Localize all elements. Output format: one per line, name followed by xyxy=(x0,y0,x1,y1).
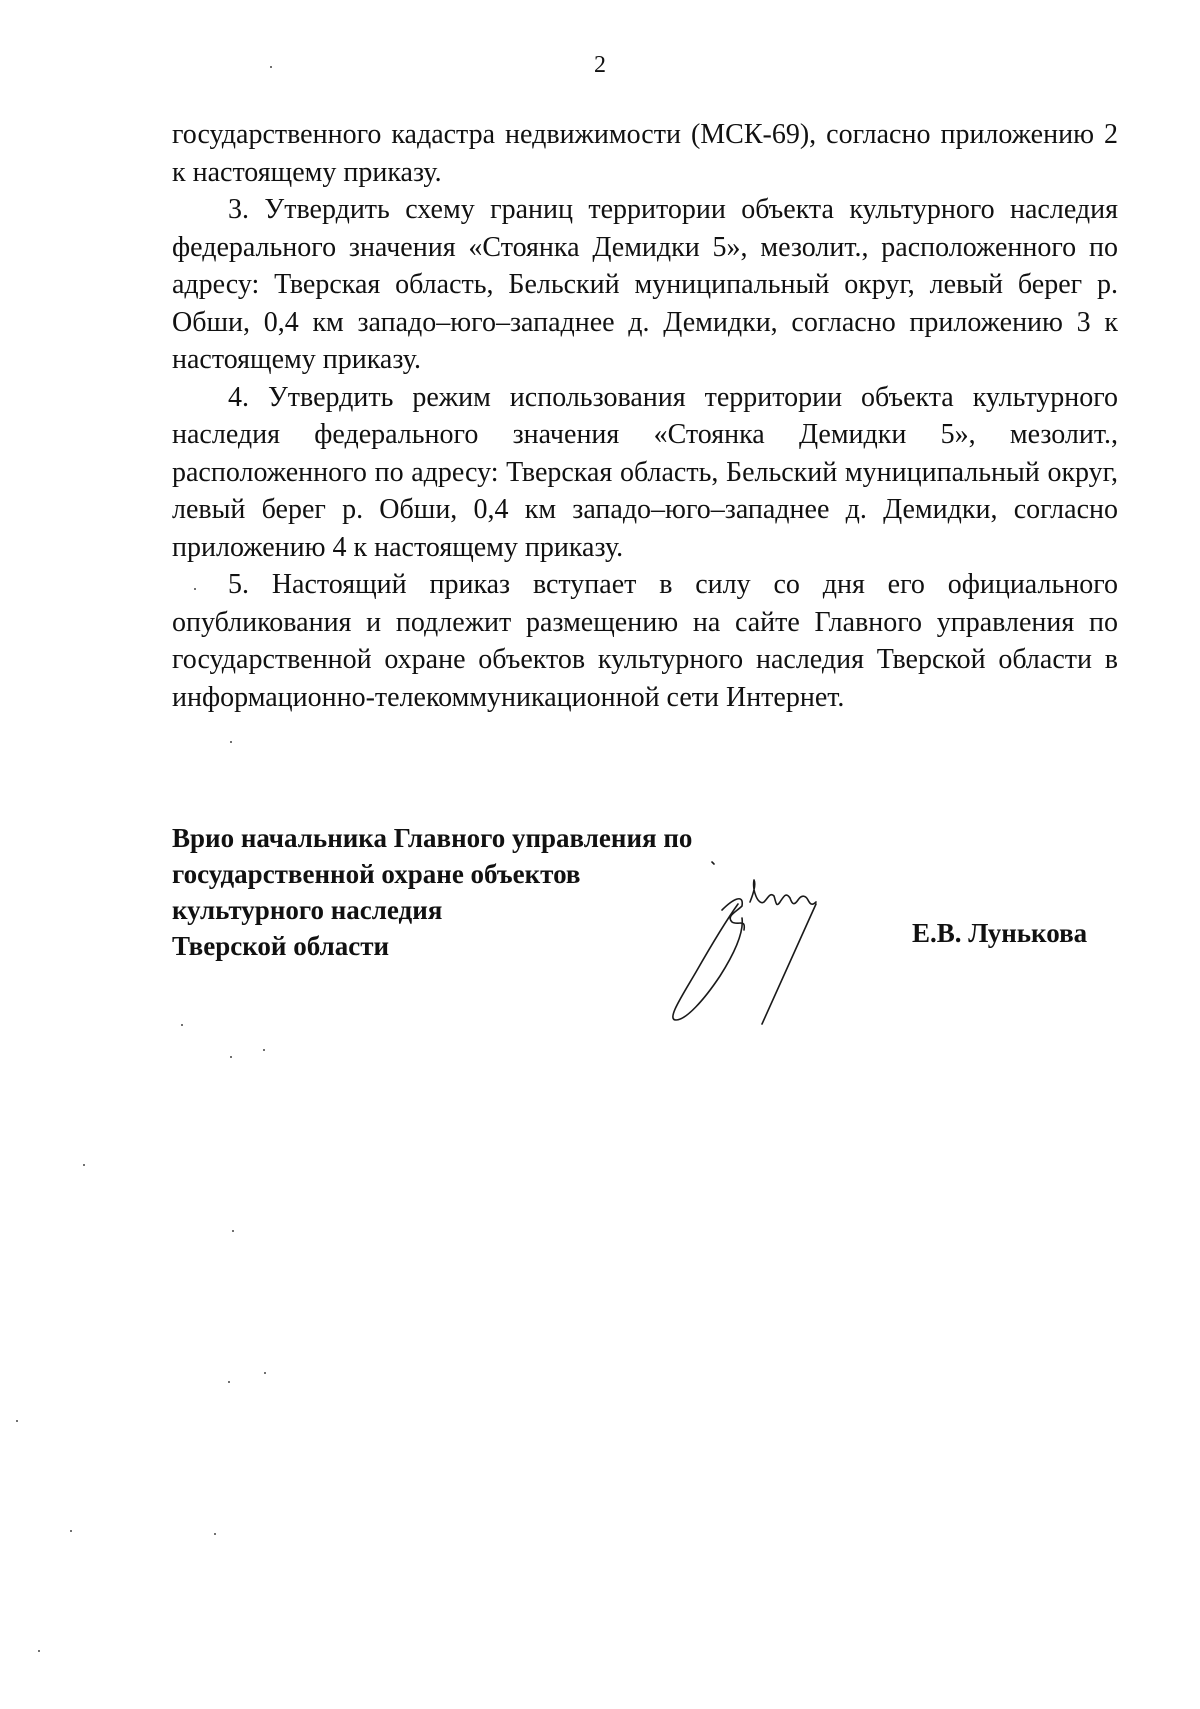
handwritten-signature xyxy=(660,860,860,1030)
position-line: Тверской области xyxy=(172,931,390,961)
paragraph-item-4: 4. Утвердить режим использования территории объекта культурного наследия федерального значения «Стоянка Демидки 5», мезолит., расположенного по адресу: Тверская область, Бельский муниципальный округ, левый берег р. Обши, 0,4 км западо–юго–западнее д. Демидки, согласно приложению 4 к настоящему приказу. xyxy=(172,381,1118,563)
paragraph-item-3: 3. Утвердить схему границ территории объекта культурного наследия федерального значения «Стоянка Демидки 5», мезолит., расположенного по адресу: Тверская область, Бельский муниципальный округ, левый берег р. Обши, 0,4 км западо–юго–западнее д. Демидки, согласно приложению 3 к настоящему приказу. xyxy=(172,194,1118,375)
position-line: культурного наследия xyxy=(172,895,443,925)
order-text xyxy=(172,116,1118,716)
position-line: государственной охране объектов xyxy=(172,859,581,889)
page-number: 2 xyxy=(594,52,606,78)
signature-block xyxy=(172,820,692,964)
signatory-position xyxy=(172,820,692,964)
signatory-name: Е.В. Лунькова xyxy=(912,918,1088,948)
position-line: Врио начальника Главного управления по xyxy=(172,823,693,853)
paragraph-continuation: государственного кадастра недвижимости (МСК-69), согласно приложению 2 к настоящему приказу. xyxy=(172,119,1118,188)
paragraph-item-5: 5. Настоящий приказ вступает в силу со дня его официального опубликования и подлежит размещению на сайте Главного управления по государственной охране объектов культурного наследия Тверской области в информационно-телекоммуникационной сети Интернет. xyxy=(172,569,1118,713)
